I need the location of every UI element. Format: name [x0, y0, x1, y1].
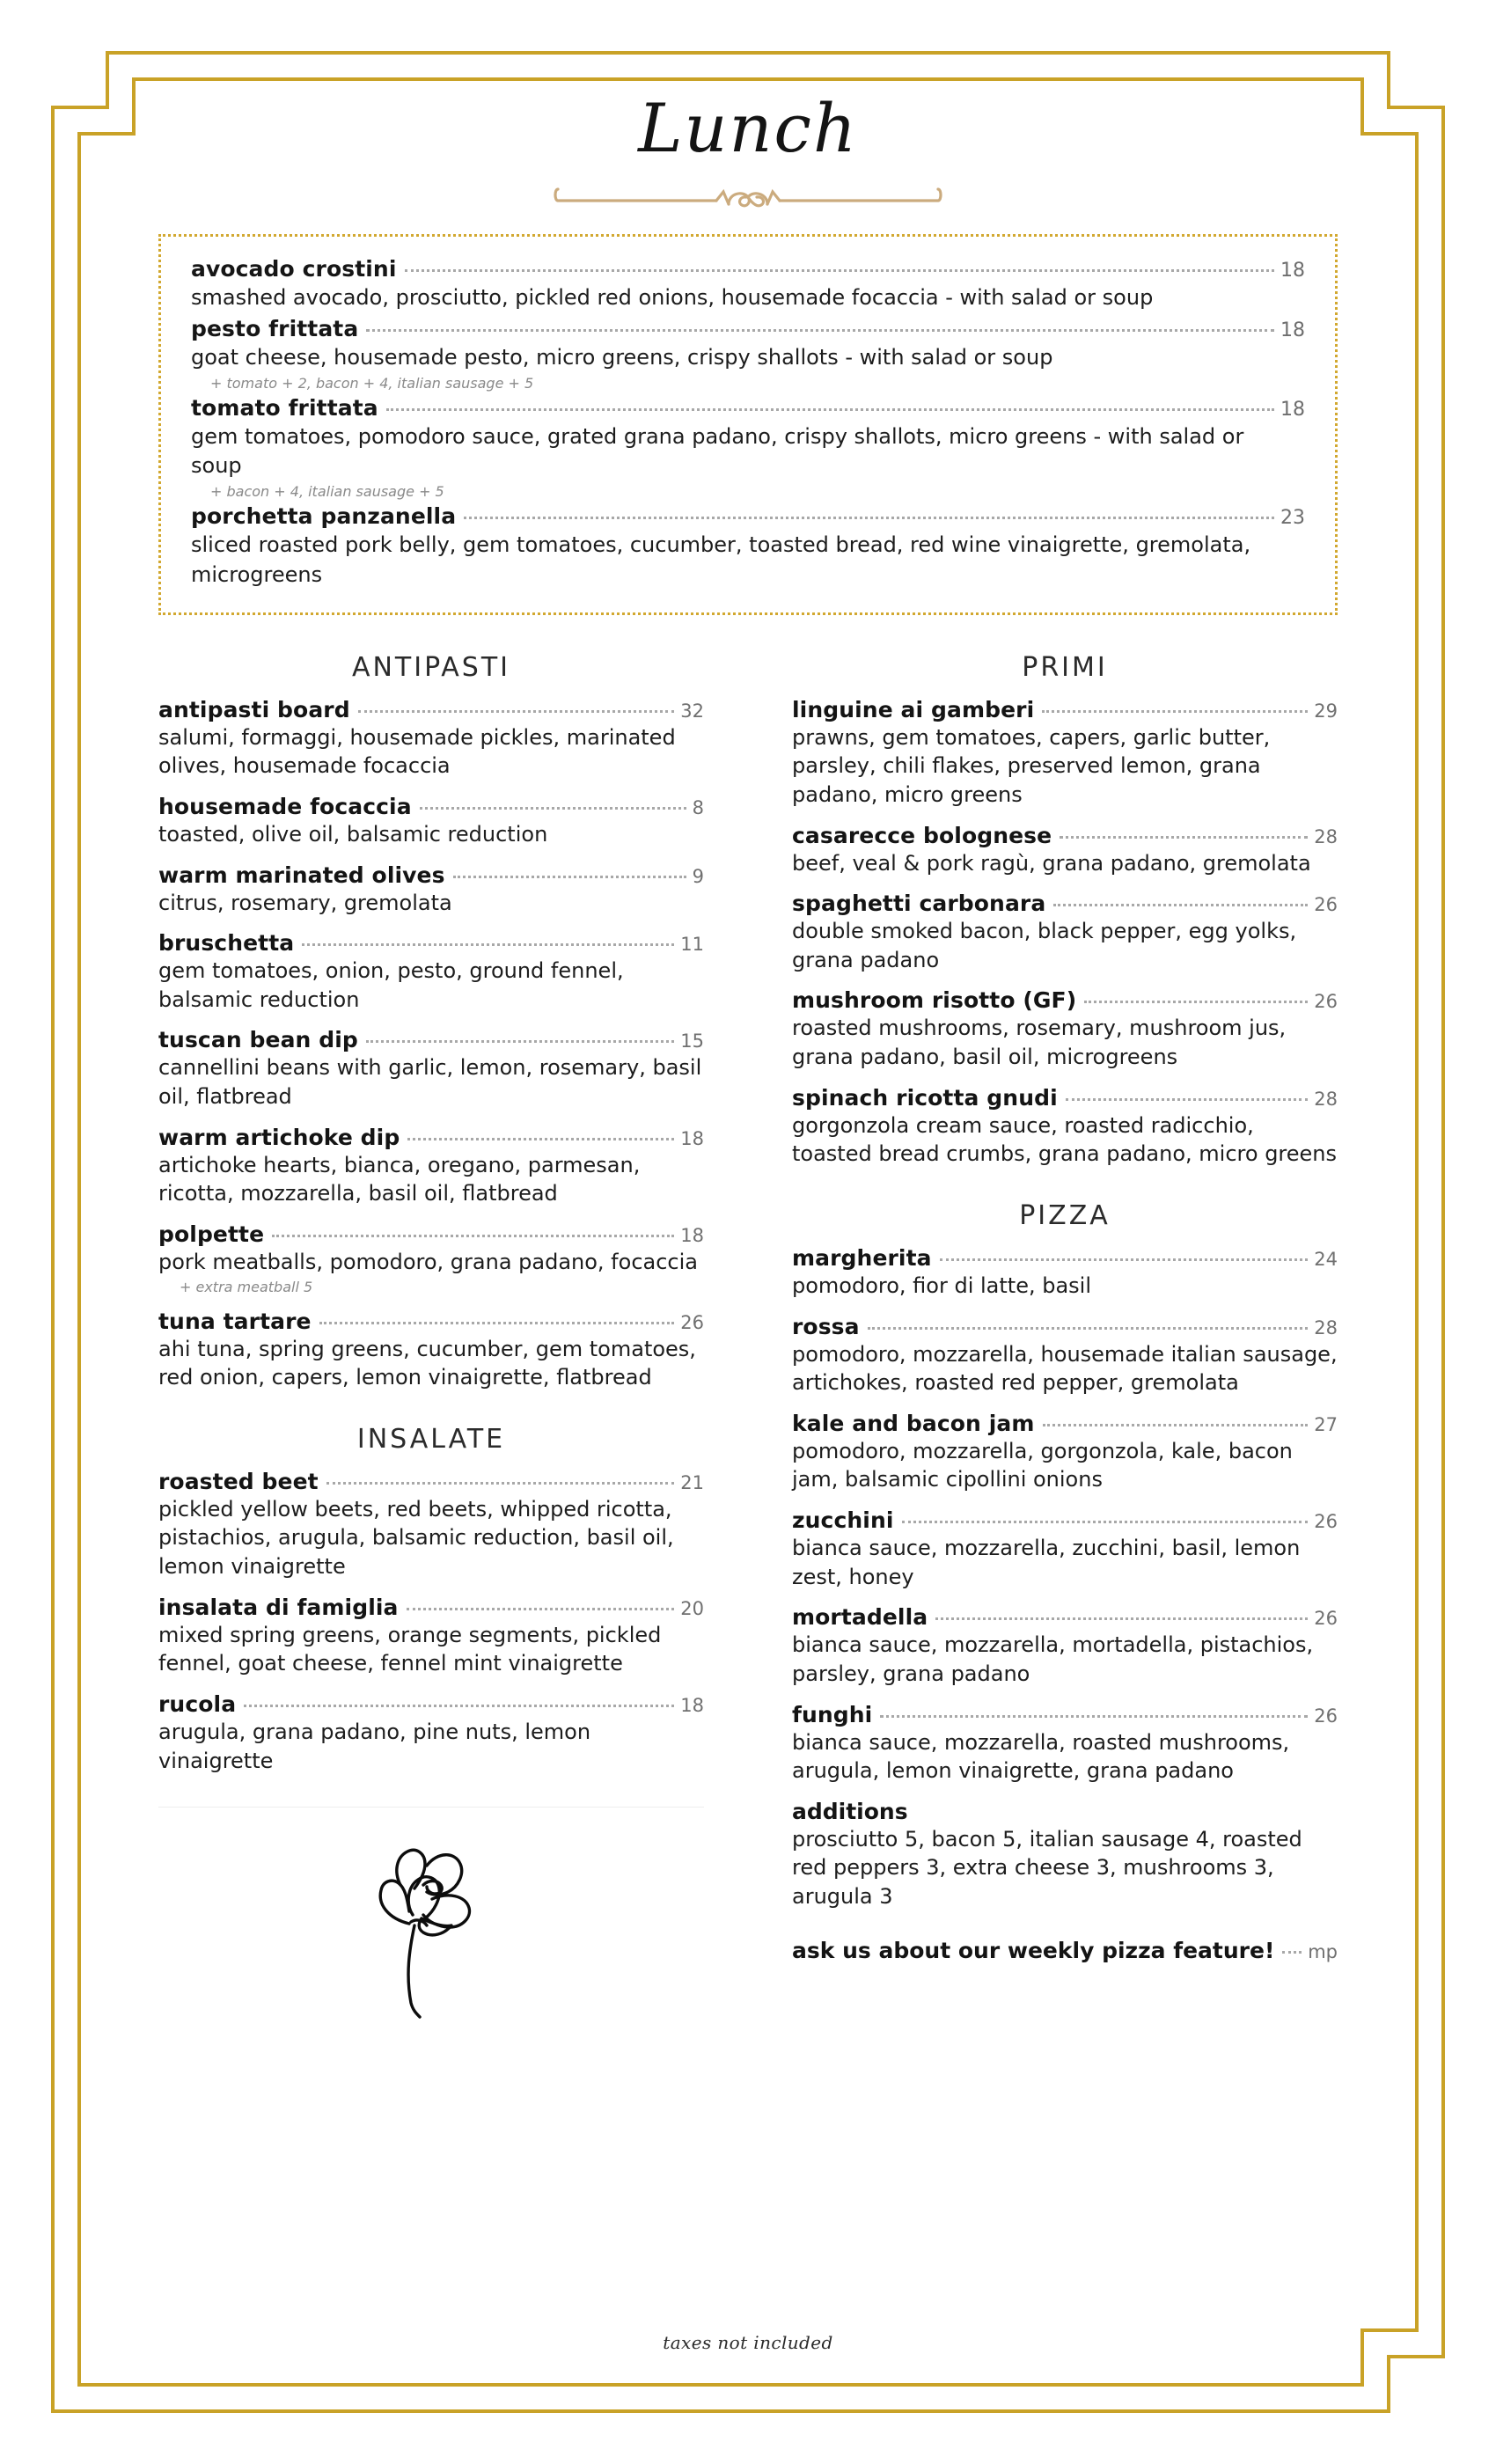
- menu-item-warm-marinated-olives[interactable]: [158, 862, 704, 918]
- menu-item-price: 28: [1314, 1088, 1338, 1110]
- menu-item-name: rucola: [158, 1690, 237, 1717]
- menu-item-head: [792, 891, 1338, 916]
- dot-leader: [1066, 1098, 1309, 1101]
- section-heading-primi: PRIMI: [1022, 651, 1108, 683]
- featured-item-name: avocado crostini: [191, 256, 397, 282]
- menu-item-price: 8: [692, 796, 704, 818]
- menu-item-name: mortadella: [792, 1604, 928, 1631]
- featured-item-description: sliced roasted pork belly, gem tomatoes, cucumber, toasted bread, red wine vinaigrette, gremolata, microgreens: [191, 532, 1251, 587]
- menu-item-spinach-ricotta-gnudi[interactable]: [792, 1085, 1338, 1169]
- menu-item-price: 28: [1314, 1316, 1338, 1338]
- menu-item-head: [158, 794, 704, 819]
- right-column: [792, 647, 1338, 1963]
- menu-item-price: 24: [1314, 1248, 1338, 1270]
- menu-item-head: [792, 1604, 1338, 1630]
- menu-item-head: [792, 697, 1338, 722]
- featured-item-description: gem tomatoes, pomodoro sauce, grated grana padano, crispy shallots, micro greens - with salad or soup: [191, 424, 1244, 479]
- menu-item-name: warm artichoke dip: [158, 1124, 400, 1150]
- menu-item-name: tuscan bean dip: [158, 1027, 358, 1053]
- menu-item-price: 26: [1314, 1705, 1338, 1727]
- weekly-pizza-feature[interactable]: [792, 1938, 1338, 1963]
- menu-item-polpette[interactable]: [158, 1221, 704, 1295]
- menu-item-head: [158, 1221, 704, 1247]
- dot-leader: [366, 329, 1274, 332]
- menu-item-linguine-ai-gamberi[interactable]: [792, 697, 1338, 810]
- menu-item-head: [792, 1245, 1338, 1271]
- menu-item-mortadella[interactable]: [792, 1604, 1338, 1688]
- menu-item-kale-and-bacon-jam[interactable]: [792, 1411, 1338, 1494]
- menu-item-name: margherita: [792, 1244, 932, 1271]
- menu-item-addons: + extra meatball 5: [180, 1278, 313, 1295]
- dot-leader: [453, 876, 686, 878]
- menu-item-name: bruschetta: [158, 930, 295, 957]
- featured-item-addons: + bacon + 4, italian sausage + 5: [210, 483, 444, 501]
- menu-item-description: bianca sauce, mozzarella, roasted mushrooms, arugula, lemon vinaigrette, grana padano: [792, 1729, 1290, 1784]
- menu-item-description: roasted mushrooms, rosemary, mushroom jus, grana padano, basil oil, microgreens: [792, 1016, 1287, 1070]
- menu-columns: [158, 647, 1338, 2021]
- menu-item-head: [158, 697, 704, 722]
- menu-item-description: pomodoro, mozzarella, gorgonzola, kale, bacon jam, balsamic cipollini onions: [792, 1438, 1293, 1492]
- menu-item-price: 26: [680, 1311, 704, 1333]
- menu-item-head: [792, 823, 1338, 848]
- featured-item-head: [191, 256, 1305, 282]
- dot-leader: [1084, 1001, 1308, 1003]
- menu-item-price: 27: [1314, 1413, 1338, 1435]
- flower-illustration-area: [158, 1807, 704, 2020]
- featured-item-name: pesto frittata: [191, 316, 359, 342]
- menu-item-tuscan-bean-dip[interactable]: [158, 1027, 704, 1111]
- menu-item-name: housemade focaccia: [158, 793, 412, 819]
- menu-item-description: bianca sauce, mozzarella, zucchini, basil, lemon zest, honey: [792, 1536, 1301, 1589]
- flower-icon: [356, 1827, 506, 2020]
- section-heading-pizza: PIZZA: [1019, 1199, 1111, 1231]
- additions-heading: additions: [792, 1798, 908, 1824]
- menu-item-head: [792, 1411, 1338, 1436]
- menu-item-mushroom-risotto[interactable]: [792, 987, 1338, 1071]
- menu-item-description: gem tomatoes, onion, pesto, ground fennel, balsamic reduction: [158, 958, 624, 1012]
- pizza-additions-block: [792, 1799, 1338, 1911]
- menu-item-name: mushroom risotto (GF): [792, 987, 1077, 1014]
- featured-item-price: 18: [1280, 319, 1305, 342]
- menu-item-casarecce-bolognese[interactable]: [792, 823, 1338, 878]
- menu-item-description: arugula, grana padano, pine nuts, lemon vinaigrette: [158, 1719, 591, 1773]
- section-heading-insalate: INSALATE: [356, 1423, 506, 1455]
- menu-item-rucola[interactable]: [158, 1691, 704, 1775]
- menu-item-name: linguine ai gamberi: [792, 696, 1035, 722]
- dot-leader: [407, 1138, 674, 1140]
- menu-item-description: prawns, gem tomatoes, capers, garlic butter, parsley, chili flakes, preserved lemon, grana padano, micro greens: [792, 724, 1271, 807]
- dot-leader: [386, 408, 1274, 411]
- section-heading-antipasti: ANTIPASTI: [351, 651, 511, 683]
- menu-item-description: pomodoro, fior di latte, basil: [792, 1272, 1092, 1298]
- menu-item-description: gorgonzola cream sauce, roasted radicchio, toasted bread crumbs, grana padano, micro greens: [792, 1112, 1338, 1167]
- featured-item[interactable]: [191, 256, 1305, 312]
- menu-item-description: double smoked bacon, black pepper, egg yolks, grana padano: [792, 919, 1297, 972]
- menu-item-price: 26: [1314, 894, 1338, 916]
- menu-item-price: 29: [1314, 700, 1338, 722]
- menu-item-zucchini[interactable]: [792, 1507, 1338, 1591]
- additions-list: prosciutto 5, bacon 5, italian sausage 4, roasted red peppers 3, extra cheese 3, mushrooms 3, arugula 3: [792, 1826, 1302, 1910]
- title-block: [0, 0, 1496, 167]
- ornament-divider: [0, 178, 1496, 218]
- menu-item-head: [792, 1702, 1338, 1727]
- menu-item-antipasti-board[interactable]: [158, 697, 704, 781]
- menu-item-price: 11: [680, 934, 704, 956]
- menu-item-price: 26: [1314, 1608, 1338, 1630]
- menu-item-description: pork meatballs, pomodoro, grana padano, focaccia: [158, 1249, 698, 1274]
- featured-item[interactable]: [191, 395, 1305, 500]
- dot-leader: [464, 517, 1274, 519]
- menu-item-name: spaghetti carbonara: [792, 891, 1046, 917]
- dot-leader: [1042, 710, 1308, 713]
- dot-leader: [1060, 836, 1308, 839]
- menu-item-description: pickled yellow beets, red beets, whipped ricotta, pistachios, arugula, balsamic reduction, basil oil, lemon vinaigrette: [158, 1496, 674, 1580]
- dot-leader: [366, 1040, 674, 1043]
- dot-leader: [244, 1705, 674, 1707]
- menu-item-price: 18: [680, 1127, 704, 1149]
- menu-item-housemade-focaccia[interactable]: [158, 794, 704, 849]
- menu-item-head: [158, 1595, 704, 1620]
- dot-leader: [407, 1608, 675, 1610]
- menu-item-description: citrus, rosemary, gremolata: [158, 890, 452, 915]
- menu-item-tuna-tartare[interactable]: [158, 1309, 704, 1392]
- menu-item-head: [158, 1309, 704, 1334]
- menu-item-head: [158, 1469, 704, 1494]
- menu-item-spaghetti-carbonara[interactable]: [792, 891, 1338, 974]
- dot-leader: [319, 1322, 675, 1324]
- menu-item-description: salumi, formaggi, housemade pickles, marinated olives, housemade focaccia: [158, 724, 676, 779]
- menu-item-description: bianca sauce, mozzarella, mortadella, pistachios, parsley, grana padano: [792, 1632, 1314, 1686]
- menu-item-name: tuna tartare: [158, 1308, 312, 1334]
- featured-item-description: smashed avocado, prosciutto, pickled red onions, housemade focaccia - with salad or soup: [191, 285, 1154, 310]
- featured-item-price: 18: [1280, 260, 1305, 282]
- menu-item-name: rossa: [792, 1313, 860, 1339]
- featured-item-description: goat cheese, housemade pesto, micro greens, crispy shallots - with salad or soup: [191, 345, 1053, 370]
- menu-item-head: [158, 1027, 704, 1052]
- menu-item-margherita[interactable]: [792, 1245, 1338, 1301]
- dot-leader: [420, 807, 686, 810]
- menu-item-price: 20: [680, 1597, 704, 1619]
- menu-item-bruschetta[interactable]: [158, 930, 704, 1014]
- menu-item-name: spinach ricotta gnudi: [792, 1084, 1058, 1111]
- menu-item-rossa[interactable]: [792, 1314, 1338, 1397]
- featured-item-head: [191, 503, 1305, 529]
- menu-item-insalata-di-famiglia[interactable]: [158, 1595, 704, 1678]
- menu-item-price: 28: [1314, 825, 1338, 847]
- featured-item-name: porchetta panzanella: [191, 503, 457, 530]
- menu-item-description: pomodoro, mozzarella, housemade italian sausage, artichokes, roasted red pepper, gremolata: [792, 1341, 1338, 1396]
- menu-item-warm-artichoke-dip[interactable]: [158, 1125, 704, 1208]
- featured-item-price: 23: [1280, 507, 1305, 530]
- dot-leader: [302, 943, 674, 946]
- menu-item-price: 26: [1314, 991, 1338, 1013]
- menu-item-description: ahi tuna, spring greens, cucumber, gem tomatoes, red onion, capers, lemon vinaigrette, flatbread: [158, 1336, 696, 1390]
- menu-item-name: insalata di famiglia: [158, 1594, 399, 1620]
- menu-item-name: antipasti board: [158, 696, 350, 722]
- weekly-feature-text: ask us about our weekly pizza feature!: [792, 1937, 1275, 1963]
- dot-leader: [940, 1258, 1309, 1261]
- featured-item[interactable]: [191, 316, 1305, 392]
- featured-item-price: 18: [1280, 399, 1305, 422]
- featured-item-addons: + tomato + 2, bacon + 4, italian sausage + 5: [210, 375, 534, 392]
- dot-leader: [1053, 904, 1308, 906]
- dot-leader: [1282, 1951, 1302, 1954]
- menu-item-head: [792, 1085, 1338, 1111]
- featured-item-head: [191, 395, 1305, 421]
- menu-item-description: toasted, olive oil, balsamic reduction: [158, 821, 548, 847]
- menu-item-name: roasted beet: [158, 1468, 319, 1494]
- featured-item-head: [191, 316, 1305, 341]
- menu-item-name: polpette: [158, 1221, 265, 1247]
- featured-item[interactable]: [191, 503, 1305, 589]
- dot-leader: [880, 1715, 1308, 1718]
- menu-item-head: [792, 1314, 1338, 1339]
- menu-item-price: 21: [680, 1471, 704, 1493]
- dot-leader: [1043, 1424, 1309, 1426]
- menu-item-price: 9: [692, 865, 704, 887]
- menu-item-price: 18: [680, 1224, 704, 1246]
- menu-item-name: funghi: [792, 1701, 873, 1727]
- menu-item-price: 18: [680, 1694, 704, 1716]
- menu-item-head: [158, 930, 704, 956]
- page-title: Lunch: [638, 89, 858, 167]
- menu-item-description: mixed spring greens, orange segments, pickled fennel, goat cheese, fennel mint vinaigrette: [158, 1622, 662, 1676]
- menu-item-head: [158, 1691, 704, 1717]
- menu-item-price: 26: [1314, 1511, 1338, 1533]
- menu-item-name: casarecce bolognese: [792, 822, 1052, 848]
- menu-item-price: 15: [680, 1030, 704, 1052]
- dot-leader: [326, 1482, 675, 1485]
- dot-leader: [868, 1327, 1309, 1330]
- menu-item-head: [158, 1125, 704, 1150]
- menu-item-price: 32: [680, 700, 704, 722]
- menu-item-description: artichoke hearts, bianca, oregano, parmesan, ricotta, mozzarella, basil oil, flatbread: [158, 1152, 641, 1206]
- dot-leader: [902, 1521, 1309, 1523]
- featured-items-box: [158, 234, 1338, 615]
- menu-item-name: warm marinated olives: [158, 862, 445, 888]
- dot-leader: [358, 710, 675, 713]
- menu-item-head: [792, 987, 1338, 1013]
- taxes-note: taxes not included: [663, 2332, 833, 2353]
- dot-leader: [935, 1617, 1308, 1620]
- featured-item-name: tomato frittata: [191, 395, 378, 422]
- left-column: [158, 647, 704, 2021]
- menu-item-description: cannellini beans with garlic, lemon, rosemary, basil oil, flatbread: [158, 1055, 702, 1110]
- dot-leader: [405, 269, 1275, 272]
- menu-item-description: beef, veal & pork ragù, grana padano, gremolata: [792, 850, 1311, 876]
- weekly-feature-price: mp: [1308, 1940, 1338, 1962]
- menu-item-head: [158, 862, 704, 888]
- menu-item-head: [792, 1507, 1338, 1533]
- menu-item-name: zucchini: [792, 1507, 894, 1534]
- menu-item-name: kale and bacon jam: [792, 1410, 1035, 1436]
- menu-item-roasted-beet[interactable]: [158, 1469, 704, 1581]
- menu-item-funghi[interactable]: [792, 1702, 1338, 1786]
- dot-leader: [272, 1235, 674, 1237]
